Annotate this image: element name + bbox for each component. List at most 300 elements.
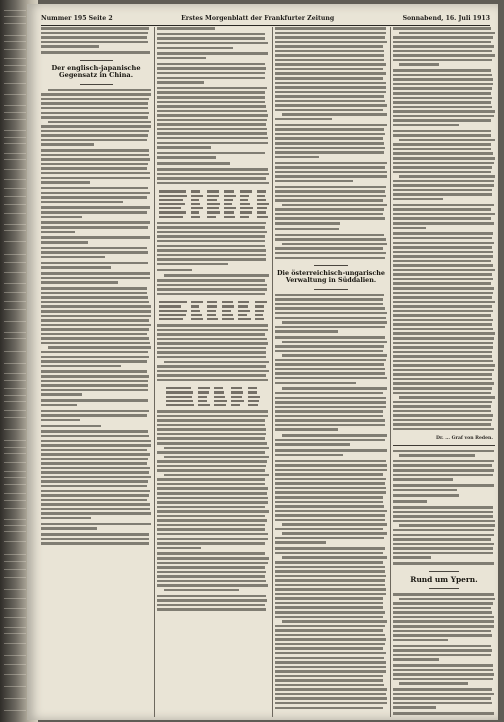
- text-line: [399, 682, 468, 685]
- text-line: [393, 27, 491, 30]
- text-line: [41, 262, 148, 265]
- text-line: [157, 562, 268, 565]
- text-line: [41, 425, 101, 428]
- text-line: [393, 115, 494, 118]
- text-line: [275, 464, 387, 467]
- text-line: [41, 36, 147, 39]
- text-line: [41, 315, 151, 318]
- text-line: [157, 580, 266, 583]
- text-line: [275, 45, 383, 48]
- text-line: [157, 87, 267, 90]
- text-line: [393, 678, 493, 681]
- text-line: [282, 113, 387, 116]
- text-line: [275, 593, 386, 596]
- table-cell: [229, 403, 245, 407]
- text-line: [393, 351, 492, 354]
- text-line: [275, 684, 384, 687]
- text-line: [157, 379, 268, 382]
- text-line: [41, 375, 149, 378]
- text-line: [157, 182, 269, 185]
- text-line: [157, 329, 268, 332]
- text-line: [393, 143, 491, 146]
- article-headline: Rund um Ypern.: [410, 574, 478, 584]
- text-line: [157, 510, 269, 513]
- text-line: [393, 469, 494, 472]
- text-line: [275, 195, 386, 198]
- text-line: [275, 109, 383, 112]
- issue-date: Sonnabend, 16. Juli 1913: [402, 14, 490, 22]
- text-line: [393, 387, 492, 390]
- text-line: [282, 204, 387, 207]
- text-line: [393, 562, 494, 565]
- text-line: [393, 217, 491, 220]
- text-line: [157, 542, 265, 545]
- text-line: [157, 547, 201, 550]
- text-line: [41, 449, 147, 452]
- text-line: [393, 478, 453, 481]
- divider: [80, 60, 113, 61]
- text-line: [41, 158, 150, 161]
- text-line: [275, 247, 383, 250]
- text-line: [157, 374, 266, 377]
- text-line: [275, 95, 384, 98]
- text-line: [275, 697, 387, 700]
- text-line: [393, 529, 494, 532]
- text-line: [41, 414, 147, 417]
- text-line: [399, 598, 495, 601]
- text-line: [275, 428, 338, 431]
- text-line: [275, 86, 386, 89]
- text-line: [393, 171, 491, 174]
- text-line: [157, 156, 216, 159]
- text-line: [41, 134, 148, 137]
- text-line: [41, 342, 150, 345]
- text-line: [157, 288, 267, 291]
- text-line: [41, 490, 150, 493]
- text-line: [393, 494, 459, 497]
- text-line: [157, 37, 265, 40]
- text-line: [157, 451, 265, 454]
- divider: [80, 84, 113, 85]
- text-line: [393, 712, 494, 715]
- text-line: [41, 480, 148, 483]
- text-line: [393, 166, 492, 169]
- text-line: [41, 370, 147, 373]
- text-line: [41, 112, 149, 115]
- text-line: [275, 175, 387, 178]
- text-line: [41, 328, 149, 331]
- divider: [393, 445, 495, 446]
- text-line: [157, 240, 265, 243]
- text-line: [393, 382, 494, 385]
- text-line: [41, 310, 151, 313]
- text-line: [275, 410, 383, 413]
- text-line: [41, 201, 123, 204]
- text-line: [157, 63, 265, 66]
- text-line: [157, 356, 266, 359]
- text-line: [157, 52, 268, 55]
- text-line: [393, 204, 494, 207]
- text-line: [275, 307, 385, 310]
- text-line: [41, 404, 77, 407]
- text-line: [41, 172, 150, 175]
- text-line: [157, 235, 265, 238]
- text-line: [393, 369, 494, 372]
- text-line: [393, 106, 492, 109]
- text-line: [41, 393, 82, 396]
- text-line: [275, 104, 387, 107]
- text-line: [275, 419, 385, 422]
- page-header: [41, 12, 490, 24]
- text-line: [393, 54, 495, 57]
- text-line: [41, 154, 149, 157]
- text-line: [41, 187, 148, 190]
- text-line: [399, 524, 495, 527]
- text-line: [157, 533, 268, 536]
- text-line: [157, 460, 267, 463]
- text-line: [157, 433, 266, 436]
- text-line: [41, 143, 94, 146]
- text-line: [393, 392, 491, 395]
- text-line: [393, 314, 491, 317]
- text-line: [393, 474, 493, 477]
- text-line: [275, 643, 385, 646]
- text-line: [393, 45, 494, 48]
- text-line: [275, 27, 386, 30]
- text-line: [393, 688, 492, 691]
- text-line: [393, 602, 493, 605]
- divider: [314, 289, 348, 290]
- text-line: [275, 186, 386, 189]
- text-line: [275, 473, 383, 476]
- table-cell: [157, 215, 189, 219]
- text-line: [157, 33, 265, 36]
- text-line: [393, 634, 492, 637]
- column-1: [41, 27, 151, 715]
- text-line: [275, 547, 385, 550]
- text-line: [275, 372, 385, 375]
- text-line: [41, 384, 148, 387]
- text-line: [275, 377, 387, 380]
- text-line: [157, 324, 268, 327]
- text-line: [41, 462, 147, 465]
- text-line: [393, 332, 495, 335]
- text-line: [275, 537, 384, 540]
- text-line: [157, 428, 266, 431]
- text-line: [282, 341, 387, 344]
- text-line: [157, 442, 267, 445]
- text-line: [41, 337, 149, 340]
- text-line: [393, 511, 493, 514]
- text-line: [41, 458, 148, 461]
- text-line: [275, 72, 386, 75]
- text-line: [393, 534, 494, 537]
- text-line: [275, 487, 386, 490]
- column-text: [393, 27, 495, 433]
- text-line: [393, 373, 492, 376]
- text-line: [393, 184, 494, 187]
- text-line: [157, 437, 265, 440]
- text-line: [399, 32, 495, 35]
- text-line: [275, 166, 385, 169]
- column-rule: [390, 27, 391, 717]
- text-line: [164, 474, 269, 477]
- text-line: [275, 611, 385, 614]
- text-line: [393, 323, 492, 326]
- column-text: [393, 450, 495, 567]
- text-line: [275, 460, 386, 463]
- text-line: [393, 506, 493, 509]
- text-line: [275, 469, 387, 472]
- text-line: [393, 346, 493, 349]
- text-line: [41, 167, 147, 170]
- text-line: [393, 237, 492, 240]
- text-line: [275, 59, 384, 62]
- text-line: [157, 263, 228, 266]
- text-line: [41, 116, 148, 119]
- text-line: [157, 424, 265, 427]
- text-line: [275, 208, 384, 211]
- text-line: [393, 97, 492, 100]
- text-line: [41, 139, 147, 142]
- text-line: [157, 483, 265, 486]
- text-line: [393, 92, 491, 95]
- text-line: [41, 440, 151, 443]
- text-line: [41, 512, 151, 515]
- column-text: [157, 410, 269, 613]
- text-line: [393, 706, 436, 709]
- text-line: [393, 500, 427, 503]
- text-line: [393, 180, 494, 183]
- text-line: [393, 41, 491, 44]
- article-headline: Die österreichisch-ungarische Verwaltung in Süddalien.: [276, 269, 386, 285]
- text-line: [393, 649, 492, 652]
- text-line: [157, 338, 267, 341]
- text-line: [41, 296, 148, 299]
- text-line: [393, 654, 491, 657]
- statistics-table: [164, 386, 262, 407]
- text-line: [393, 620, 494, 623]
- text-line: [282, 354, 387, 357]
- text-line: [393, 543, 494, 546]
- text-line: [157, 47, 233, 50]
- text-line: [275, 222, 340, 225]
- text-line: [41, 410, 149, 413]
- text-line: [275, 588, 386, 591]
- text-line: [275, 652, 386, 655]
- text-line: [393, 611, 492, 614]
- text-line: [41, 533, 149, 536]
- text-line: [157, 77, 265, 80]
- text-line: [48, 121, 151, 124]
- text-line: [275, 213, 383, 216]
- table-row: [157, 215, 269, 219]
- text-line: [41, 226, 148, 229]
- table-row: [164, 403, 262, 407]
- text-line: [282, 556, 387, 559]
- column-text: [275, 294, 387, 711]
- text-line: [157, 258, 266, 261]
- text-line: [393, 282, 491, 285]
- text-line: [41, 301, 149, 304]
- divider: [314, 265, 348, 266]
- text-line: [393, 355, 492, 358]
- text-line: [393, 460, 494, 463]
- text-line: [275, 303, 383, 306]
- text-line: [157, 101, 265, 104]
- text-line: [157, 478, 265, 481]
- text-line: [393, 50, 492, 53]
- table-cell: [246, 403, 262, 407]
- text-line: [275, 707, 383, 710]
- text-line: [275, 199, 383, 202]
- text-line: [41, 256, 105, 259]
- text-line: [41, 444, 151, 447]
- text-line: [41, 41, 148, 44]
- text-line: [275, 156, 319, 159]
- column-text: [157, 222, 269, 297]
- text-line: [41, 430, 148, 433]
- text-line: [164, 361, 269, 364]
- text-line: [275, 584, 385, 587]
- text-line: [157, 528, 265, 531]
- text-line: [275, 128, 384, 131]
- text-line: [41, 272, 150, 275]
- text-line: [41, 32, 148, 35]
- text-line: [41, 523, 151, 526]
- text-line: [41, 287, 147, 290]
- text-line: [275, 359, 386, 362]
- text-line: [393, 616, 494, 619]
- table-cell: [196, 403, 213, 407]
- column-text: [157, 324, 269, 383]
- text-line: [393, 364, 495, 367]
- text-line: [275, 238, 386, 241]
- text-line: [393, 301, 495, 304]
- divider: [429, 588, 460, 589]
- text-line: [41, 538, 149, 541]
- text-line: [282, 243, 387, 246]
- text-line: [41, 485, 147, 488]
- text-line: [282, 434, 387, 437]
- text-line: [393, 337, 494, 340]
- text-line: [157, 538, 268, 541]
- text-line: [48, 346, 151, 349]
- text-line: [157, 137, 268, 140]
- text-line: [393, 134, 491, 137]
- text-line: [157, 365, 266, 368]
- text-line: [157, 72, 265, 75]
- text-line: [393, 319, 493, 322]
- text-line: [393, 342, 493, 345]
- text-line: [393, 251, 493, 254]
- text-line: [41, 351, 148, 354]
- text-line: [275, 491, 386, 494]
- text-line: [41, 319, 149, 322]
- text-line: [275, 439, 385, 442]
- text-line: [157, 231, 267, 234]
- text-line: [393, 556, 431, 559]
- text-line: [157, 123, 266, 126]
- text-line: [275, 679, 383, 682]
- table-cell: [253, 317, 269, 321]
- text-line: [41, 517, 91, 520]
- text-line: [41, 419, 80, 422]
- column-2: [157, 27, 269, 715]
- text-line: [157, 595, 266, 598]
- text-line: [157, 245, 265, 248]
- text-line: [157, 146, 211, 149]
- text-line: [157, 91, 265, 94]
- text-line: [157, 119, 267, 122]
- text-line: [393, 246, 492, 249]
- text-line: [275, 443, 350, 446]
- text-line: [157, 575, 265, 578]
- text-line: [275, 449, 387, 452]
- text-line: [393, 74, 492, 77]
- text-line: [41, 192, 150, 195]
- text-line: [275, 561, 383, 564]
- text-line: [275, 519, 385, 522]
- text-line: [393, 273, 492, 276]
- text-line: [157, 599, 267, 602]
- table-cell: [236, 317, 253, 321]
- text-line: [393, 405, 491, 408]
- text-line: [393, 607, 491, 610]
- text-line: [393, 101, 491, 104]
- text-line: [275, 257, 385, 260]
- text-line: [393, 124, 459, 127]
- text-line: [393, 538, 491, 541]
- text-line: [157, 465, 266, 468]
- text-line: [393, 264, 493, 267]
- text-line: [275, 406, 386, 409]
- text-line: [41, 435, 149, 438]
- table-cell: [222, 215, 238, 219]
- text-line: [157, 501, 268, 504]
- text-line: [393, 198, 443, 201]
- text-line: [393, 673, 494, 676]
- text-line: [157, 42, 268, 45]
- text-line: [157, 162, 230, 165]
- text-line: [157, 515, 265, 518]
- text-line: [393, 287, 494, 290]
- text-line: [41, 130, 149, 133]
- text-line: [275, 50, 384, 53]
- text-line: [157, 279, 265, 282]
- text-line: [393, 222, 494, 225]
- text-line: [393, 378, 492, 381]
- article-headline: Der englisch-japanische Gegensatz in China.: [51, 63, 141, 80]
- text-line: [393, 260, 491, 263]
- text-line: [282, 321, 387, 324]
- column-text: [393, 593, 495, 715]
- text-line: [157, 128, 267, 131]
- text-line: [393, 269, 495, 272]
- table-cell: [255, 215, 269, 219]
- table-cell: [212, 403, 229, 407]
- text-line: [393, 110, 495, 113]
- table-cell: [157, 317, 189, 321]
- text-line: [393, 669, 493, 672]
- text-line: [275, 570, 385, 573]
- text-line: [393, 697, 491, 700]
- text-line: [393, 69, 491, 72]
- text-line: [393, 232, 493, 235]
- statistics-table: [157, 300, 269, 321]
- text-line: [157, 497, 268, 500]
- text-line: [275, 162, 387, 165]
